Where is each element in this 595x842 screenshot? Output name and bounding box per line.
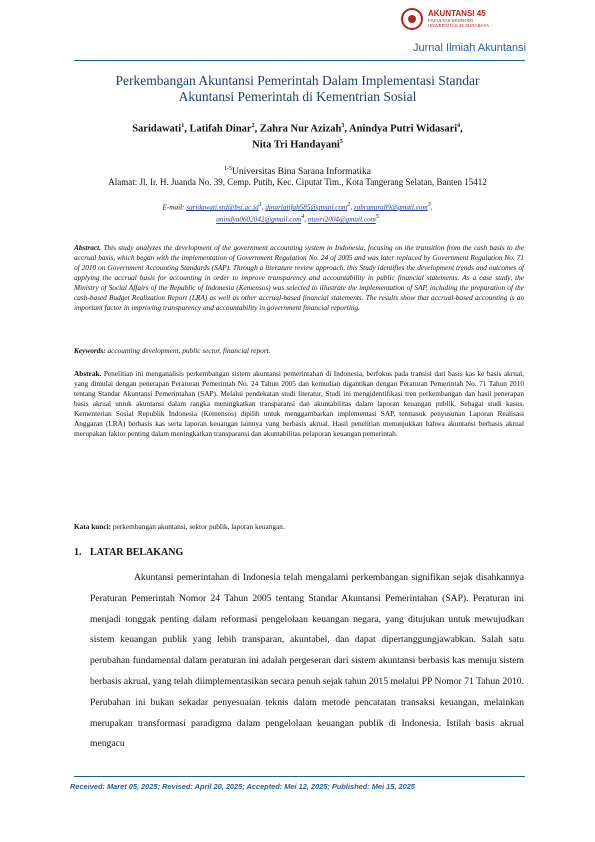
abstract-indonesian (74, 369, 524, 439)
keywords-indonesian (74, 522, 524, 532)
keywords-english (74, 346, 524, 356)
author-name: Nita Tri Handayani (252, 139, 340, 150)
journal-logo-icon (401, 8, 423, 30)
abstract-label: Abstract. (74, 243, 101, 252)
email-label: E-mail: (162, 203, 185, 212)
email-link[interactable]: zahranura89@gmail.com (353, 203, 428, 212)
kata-kunci-label: Kata kunci: (74, 522, 112, 531)
affiliation-address: Alamat: Jl. Ir. H. Juanda No. 39, Cemp. Putih, Kec. Ciputat Tim., Kota Tangerang Selatan, Banten 15412 (108, 177, 487, 187)
footer-divider (74, 776, 525, 777)
author-list: Saridawati$^1$, Latifah Dinar$^2$, Zahra Nur Azizah$^3$, Anindya Putri Widasari$^4$, Nita Tri Handayani$^5$ (132, 123, 463, 150)
email-link[interactable]: saridawati.srd@bsi.ac.id (186, 203, 259, 212)
email-sup: 5 (375, 214, 379, 221)
paper-title-line-2: Akuntansi Pemerintah di Kementrian Sosial (178, 89, 417, 104)
email-link[interactable]: ntasri2004@gmail.com (307, 215, 376, 224)
author-sup: 5 (339, 138, 343, 145)
section-heading (74, 547, 183, 558)
paper-title-line-1: Perkembangan Akuntansi Pemerintah Dalam Implementasi Standar (115, 73, 480, 88)
abstract-text: This study analyzes the development of the government accounting system in Indonesia, focusing on the transition from the cash basis to the accrual basis, which began with the implementation of Government Regulation No. 24 of 2005 and was later replaced by Government Regulation No. 71 of 2010 on Government Accounting Standards (SAP). Through a literature review approach, this Study identifies the development trends and outcomes of applying the accrual basis for accounting in order to improve transparency and accountability in public financial statements. As a case study, the Ministry of Social Affairs of the Republic of Indonesia (Kemensos) was selected to illustrate the implementation of SAP, including the preparation of the cash-based Budget Realization Report (LRA) as well as other accrual-based financial statements. The results show that accrual-based accounting is an important factor in improving transparency and accountability in government financial reporting. (74, 243, 524, 312)
keywords-text: accounting development, public sector, financial report. (105, 346, 271, 355)
section-number: 1. (74, 547, 82, 558)
author-name: Zahra Nur Azizah (259, 123, 342, 135)
logo-subtitle (428, 18, 489, 28)
affiliation-name: Universitas Bina Sarana Informatika (231, 167, 372, 178)
paper-title (60, 73, 535, 105)
keywords-label: Keywords: (74, 346, 106, 355)
logo-title: AKUNTANSI 45 (428, 9, 486, 18)
abstrak-label: Abstrak. (74, 369, 102, 378)
journal-name: Jurnal Ilmiah Akuntansi (413, 42, 527, 54)
email-sup: 3 (427, 202, 431, 208)
publication-dates: Received: Maret 05, 2025; Revised: April 20, 2025; Accepted: Mei 12, 2025; Published: Mei 15, 2025 (70, 782, 415, 791)
author-sup: 1 (181, 123, 185, 129)
author-sup: 2 (251, 123, 255, 129)
abstract-english (74, 243, 524, 313)
section-body (90, 568, 524, 755)
author-name: Latifah Dinar (189, 123, 252, 135)
section-title: LATAR BELAKANG (90, 547, 184, 558)
logo-subtitle-line-1: FAKULTAS EKONOMI (428, 18, 473, 23)
email-sup: 2 (347, 202, 351, 208)
section-paragraph: Akuntansi pemerintahan di Indonesia telah mengalami perkembangan signifikan sejak disahkannya Peraturan Pemerintah Nomor 24 Tahun 2005 tentang Standar Akuntansi Pemerintahan (SAP). Peraturan ini menjadi tonggak penting dalam reformasi pengelolaan keuangan negara, yang ditujukan untuk mewujudkan sistem keuangan publik yang lebih transparan, akuntabel, dan dapat dipertanggungjawabkan. Salah satu perubahan fundamental dalam peraturan ini adalah pergeseran dari sistem akuntansi berbasis kas menuju sistem berbasis akrual, yang telah diimplementasikan secara penuh sejak tahun 2015 melalui PP Nomor 71 Tahun 2010. Perubahan ini bukan sekadar penyesuaian teknis dalam metode pencatatan transaksi keuangan, melainkan merupakan transformasi paradigma dalam pengelolaan keuangan publik di Indonesia. Istilah basis akrual mengacu (90, 572, 524, 750)
email-link[interactable]: anindya0602042@gmail.com (216, 215, 302, 224)
affiliation (60, 163, 535, 178)
author-sup: 4 (457, 123, 461, 129)
email-list: E-mail: $saridawati.srd@bsi.ac.id^1$, dinarlatifah585@gmail.com$^2$, zahranura89@gmail.com$^3$, anindya0602042@gmail.com$^4$, ntasri2004@gmail.com$^5$ (162, 202, 433, 224)
affiliation-sup: 1-5 (223, 166, 232, 172)
logo-subtitle-line-2: UNIVERSITAS 45 SURABAYA (428, 23, 490, 28)
abstrak-text: Penelitian ini menganalisis perkembangan sistem akuntansi pemerintahan di Indonesia, berfokus pada transisi dari basis kas ke basis akrual, yang dimulai dengan penerapan Peraturan Pemerintah No. 24 Tahun 2005 dan kemudian digantikan dengan Peraturan Pemerintah No. 71 Tahun 2010 tentang Standar Akuntansi Pemerintahan (SAP). Melalui pendekatan studi literatur, Studi ini mengidentifikasi tren perkembangan dan hasil penerapan basis akrual untuk akuntansi dalam rangka meningkatkan transparansi dan akuntabilitas dalam laporan keuangan publik. Sebagai studi kasus, Kementerian Sosial Republik Indonesia (Kemensos) dipilih untuk menggambarkan implementasi SAP, termasuk penyusunan Laporan Realisasi Anggaran (LRA) berbasis kas serta laporan keuangan lainnya yang berbasis akrual. Hasil penelitian menunjukkan bahwa akuntansi berbasis akrual merupakan faktor penting dalam meningkatkan transparansi dan akuntabilitas pelaporan keuangan pemerintah. (74, 369, 524, 438)
email-sup: 4 (301, 214, 305, 221)
author-name: Saridawati (132, 123, 182, 135)
header-divider (74, 60, 525, 61)
author-sup: 3 (341, 123, 345, 129)
kata-kunci-text: perkembangan akuntansi, sektor publik, laporan keuangan. (111, 522, 285, 531)
email-sup: 1 (258, 202, 262, 208)
author-name: Anindya Putri Widasari (349, 123, 458, 135)
email-link[interactable]: dinarlatifah585@gmail.com (265, 203, 348, 212)
